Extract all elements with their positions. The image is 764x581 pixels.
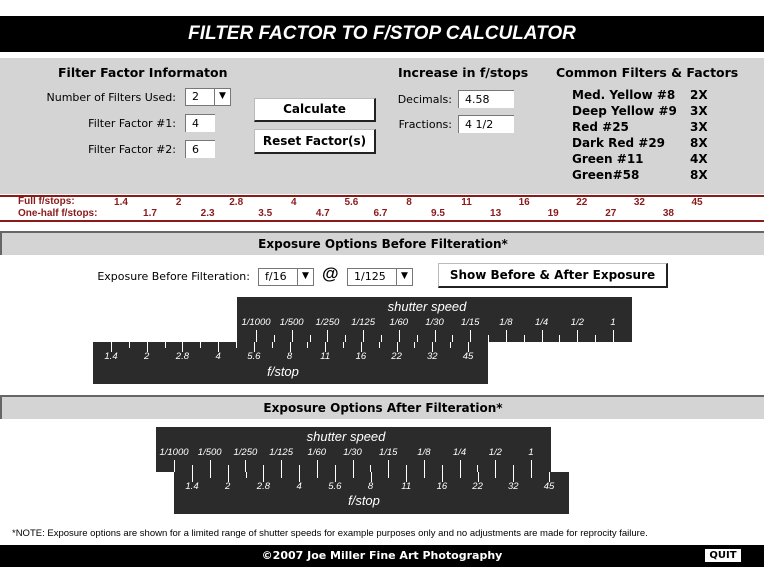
filter-info-heading: Filter Factor Informaton bbox=[58, 65, 228, 80]
half-stop-value: 3.5 bbox=[258, 208, 273, 219]
tick-mark bbox=[417, 335, 418, 342]
tick-mark bbox=[379, 342, 380, 348]
tick-mark bbox=[345, 335, 346, 342]
filter-factor: 8X bbox=[690, 168, 708, 182]
fstop-value: 1.4 bbox=[185, 481, 199, 492]
tick-mark bbox=[236, 342, 237, 348]
increase-heading: Increase in f/stops bbox=[398, 65, 529, 80]
tick-mark bbox=[317, 460, 318, 472]
tick-mark bbox=[174, 460, 175, 472]
num-filters-value: 2 bbox=[192, 90, 199, 103]
full-stop-value: 45 bbox=[691, 197, 703, 208]
tick-mark bbox=[370, 465, 371, 472]
tick-mark bbox=[424, 460, 425, 472]
shutter-select[interactable] bbox=[347, 268, 413, 286]
full-stop-value: 11 bbox=[461, 197, 472, 208]
shutter-speed-value: 1/2 bbox=[488, 447, 502, 458]
tick-mark bbox=[388, 472, 389, 478]
chevron-down-icon[interactable]: ▼ bbox=[214, 89, 230, 105]
fstop-value: 32 bbox=[508, 481, 519, 492]
num-filters-label: Number of Filters Used: bbox=[46, 91, 176, 104]
after-fstop-title: f/stop bbox=[348, 493, 380, 508]
tick-mark bbox=[228, 465, 229, 472]
fstop-value: 45 bbox=[462, 351, 474, 362]
fractions-label: Fractions: bbox=[398, 118, 452, 131]
tick-mark bbox=[210, 460, 211, 472]
shutter-speed-value: 1/125 bbox=[351, 317, 375, 328]
tick-mark bbox=[495, 460, 496, 472]
fstop-value: 4 bbox=[296, 481, 302, 492]
shutter-speed-value: 1/15 bbox=[378, 447, 398, 458]
tick-mark bbox=[245, 460, 246, 472]
before-shutter-title: shutter speed bbox=[387, 299, 467, 314]
tick-mark bbox=[165, 342, 166, 348]
filter-name: Med. Yellow #8 bbox=[572, 88, 676, 102]
calculate-button[interactable]: Calculate bbox=[254, 98, 376, 122]
tick-mark bbox=[129, 342, 130, 348]
full-stop-value: 2 bbox=[175, 197, 182, 208]
tick-mark bbox=[307, 342, 308, 348]
full-stop-value: 1.4 bbox=[114, 197, 128, 208]
full-stop-value: 5.6 bbox=[344, 197, 359, 208]
shutter-speed-value: 1/250 bbox=[315, 317, 340, 328]
full-stop-value: 4 bbox=[291, 197, 297, 208]
half-stop-value: 38 bbox=[662, 208, 674, 219]
fractions-output[interactable]: 4 1/2 bbox=[458, 115, 514, 133]
shutter-speed-value: 1/4 bbox=[534, 317, 549, 328]
filter-factor: 3X bbox=[690, 120, 708, 134]
tick-mark bbox=[399, 330, 400, 342]
tick-mark bbox=[406, 465, 407, 472]
filter-factor: 3X bbox=[690, 104, 708, 118]
tick-mark bbox=[424, 472, 425, 478]
exposure-before-label: Exposure Before Filteration: bbox=[97, 270, 250, 283]
shutter-speed-value: 1/1000 bbox=[241, 317, 271, 328]
tick-mark bbox=[317, 472, 318, 478]
tick-mark bbox=[388, 460, 389, 472]
tick-mark bbox=[256, 330, 257, 342]
decimals-label: Decimals: bbox=[397, 93, 452, 106]
chevron-down-icon[interactable]: ▼ bbox=[297, 269, 313, 285]
tick-mark bbox=[200, 342, 201, 348]
filter-name: Red #25 bbox=[572, 120, 629, 134]
factor2-input[interactable]: 6 bbox=[185, 140, 215, 158]
shutter-speed-value: 1/2 bbox=[570, 317, 584, 328]
tick-mark bbox=[577, 330, 578, 342]
shutter-speed-value: 1/4 bbox=[452, 447, 467, 458]
fstop-value: 16 bbox=[355, 351, 367, 362]
shutter-speed-value: 1/8 bbox=[499, 317, 513, 328]
divider bbox=[0, 220, 764, 222]
factor1-input[interactable]: 4 bbox=[185, 114, 215, 132]
tick-mark bbox=[210, 472, 211, 478]
fstop-value: 16 bbox=[436, 481, 448, 492]
fstop-value: 5.6 bbox=[328, 481, 342, 492]
filter-name: Green#58 bbox=[572, 168, 640, 182]
fstop-value: 2.8 bbox=[256, 481, 270, 492]
half-stop-value: 4.7 bbox=[315, 208, 330, 219]
tick-mark bbox=[460, 472, 461, 478]
tick-mark bbox=[343, 342, 344, 348]
fstop-value: 2 bbox=[144, 351, 150, 362]
tick-mark bbox=[353, 460, 354, 472]
filter-factor: 4X bbox=[690, 152, 708, 166]
half-stop-value: 13 bbox=[490, 208, 502, 219]
note-text: *NOTE: Exposure options are shown for a limited range of shutter speeds for example purposes only and no adjustments are made for reprocity failure. bbox=[12, 528, 648, 539]
chevron-down-icon[interactable]: ▼ bbox=[396, 269, 412, 285]
filter-factor: 2X bbox=[690, 88, 708, 102]
tick-mark bbox=[477, 465, 478, 472]
filter-name: Deep Yellow #9 bbox=[572, 104, 677, 118]
page-title: FILTER FACTOR TO F/STOP CALCULATOR bbox=[0, 16, 764, 52]
num-filters-select[interactable] bbox=[185, 88, 231, 106]
fstop-value: 8 bbox=[286, 351, 293, 362]
tick-mark bbox=[246, 472, 247, 478]
fstop-value: 11 bbox=[320, 351, 331, 362]
tick-mark bbox=[263, 465, 264, 472]
half-stop-value: 27 bbox=[605, 208, 617, 219]
shutter-speed-value: 1/125 bbox=[269, 447, 293, 458]
tick-mark bbox=[327, 330, 328, 342]
tick-mark bbox=[274, 335, 275, 342]
tick-mark bbox=[613, 330, 614, 342]
tick-mark bbox=[559, 335, 560, 342]
tick-mark bbox=[310, 335, 311, 342]
shutter-speed-value: 1 bbox=[528, 447, 534, 458]
common-filters-heading: Common Filters & Factors bbox=[556, 65, 739, 80]
full-stop-value: 2.8 bbox=[229, 197, 244, 208]
tick-mark bbox=[299, 465, 300, 472]
reset-factors-button[interactable]: Reset Factor(s) bbox=[254, 129, 376, 154]
tick-mark bbox=[488, 335, 489, 342]
shutter-speed-value: 1/30 bbox=[425, 317, 444, 328]
shutter-speed-value: 1/60 bbox=[389, 317, 409, 328]
filter-name: Dark Red #29 bbox=[572, 136, 666, 150]
full-stop-value: 8 bbox=[406, 197, 412, 208]
shutter-speed-value: 1/30 bbox=[343, 447, 362, 458]
tick-mark bbox=[513, 465, 514, 472]
fstop-value: 45 bbox=[543, 481, 555, 492]
half-stop-value: 1.7 bbox=[143, 208, 157, 219]
fstop-value: 2.8 bbox=[175, 351, 189, 362]
fstop-value: 4 bbox=[215, 351, 221, 362]
fstop-value: 32 bbox=[427, 351, 438, 362]
shutter-value: 1/125 bbox=[354, 270, 386, 283]
tick-mark bbox=[435, 330, 436, 342]
shutter-speed-value: 1/500 bbox=[197, 447, 222, 458]
full-stop-value: 16 bbox=[518, 197, 530, 208]
tick-mark bbox=[335, 465, 336, 472]
before-fstop-title: f/stop bbox=[267, 364, 299, 379]
tick-mark bbox=[272, 342, 273, 348]
half-stop-value: 6.7 bbox=[373, 208, 388, 219]
half-stops-label: One-half f/stops: bbox=[18, 208, 98, 219]
fstop-value: 22 bbox=[472, 481, 483, 492]
half-stop-value: 19 bbox=[547, 208, 559, 219]
shutter-speed-value: 1/1000 bbox=[159, 447, 189, 458]
decimals-output[interactable]: 4.58 bbox=[458, 90, 514, 108]
fstop-value: 2 bbox=[225, 481, 231, 492]
tick-mark bbox=[442, 465, 443, 472]
before-section-heading: Exposure Options Before Filteration* bbox=[0, 231, 764, 255]
show-exposure-button[interactable]: Show Before & After Exposure bbox=[438, 263, 668, 288]
tick-mark bbox=[524, 335, 525, 342]
full-stops-label: Full f/stops: bbox=[18, 196, 75, 207]
footer-copyright: ©2007 Joe Miller Fine Art Photography bbox=[0, 545, 764, 567]
fstop-value: 11 bbox=[401, 481, 412, 492]
factor2-label: Filter Factor #2: bbox=[88, 143, 176, 156]
after-shutter-title: shutter speed bbox=[306, 429, 386, 444]
shutter-speed-value: 1/15 bbox=[460, 317, 480, 328]
tick-mark bbox=[531, 460, 532, 472]
fstop-value: 5.6 bbox=[247, 351, 261, 362]
tick-mark bbox=[460, 460, 461, 472]
fstop-value: 22 bbox=[391, 351, 402, 362]
factor1-label: Filter Factor #1: bbox=[88, 117, 176, 130]
filter-factor: 8X bbox=[690, 136, 708, 150]
shutter-speed-value: 1/250 bbox=[233, 447, 258, 458]
tick-mark bbox=[281, 472, 282, 478]
quit-button[interactable]: QUIT bbox=[704, 548, 742, 563]
tick-mark bbox=[192, 465, 193, 472]
tick-mark bbox=[450, 342, 451, 348]
tick-mark bbox=[470, 330, 471, 342]
fstop-value: 8 bbox=[367, 481, 374, 492]
tick-mark bbox=[542, 330, 543, 342]
shutter-speed-value: 1/8 bbox=[417, 447, 431, 458]
after-section-heading: Exposure Options After Filteration* bbox=[0, 395, 764, 419]
fstop-value: 1.4 bbox=[104, 351, 118, 362]
at-symbol: @ bbox=[322, 264, 339, 283]
half-stop-value: 9.5 bbox=[431, 208, 445, 219]
shutter-speed-value: 1/500 bbox=[279, 317, 304, 328]
aperture-value: f/16 bbox=[265, 270, 287, 283]
shutter-speed-value: 1/60 bbox=[307, 447, 327, 458]
tick-mark bbox=[353, 472, 354, 478]
tick-mark bbox=[414, 342, 415, 348]
tick-mark bbox=[292, 330, 293, 342]
filter-name: Green #11 bbox=[572, 152, 644, 166]
tick-mark bbox=[495, 472, 496, 478]
aperture-select[interactable] bbox=[258, 268, 314, 286]
tick-mark bbox=[531, 472, 532, 478]
full-stop-value: 32 bbox=[633, 197, 645, 208]
tick-mark bbox=[595, 335, 596, 342]
tick-mark bbox=[381, 335, 382, 342]
full-stop-value: 22 bbox=[576, 197, 588, 208]
half-stop-value: 2.3 bbox=[200, 208, 215, 219]
tick-mark bbox=[281, 460, 282, 472]
tick-mark bbox=[506, 330, 507, 342]
shutter-speed-value: 1 bbox=[610, 317, 616, 328]
tick-mark bbox=[452, 335, 453, 342]
tick-mark bbox=[363, 330, 364, 342]
